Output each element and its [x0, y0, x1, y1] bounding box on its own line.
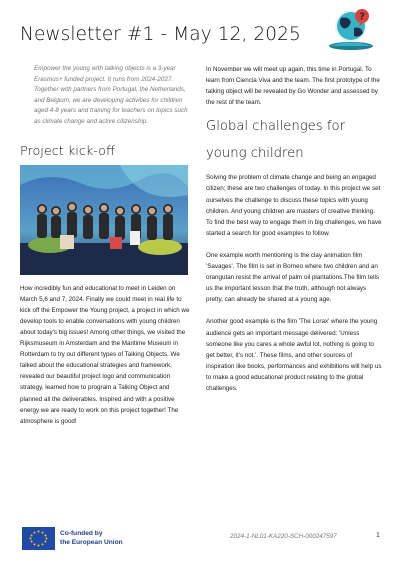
project-reference: 2024-1-NL01-KA220-SCH-000247597: [230, 533, 337, 540]
cofunded-label: [60, 529, 123, 547]
cofunded-line-1: Co-funded by: [60, 530, 103, 537]
group-photo-image: [20, 165, 188, 275]
savages-paragraph: One example worth mentioning is the clay animation film 'Savages'. The film is set in Borneo where two children and an orangutan resist the arrival of palm oil plantations.The film tells us the important lesson that the truth, although not always pretty, can already be shared at a young age.: [206, 251, 379, 304]
challenges-paragraph: Solving the problem of climate change and being an engaged citizen; these are two challenges of today. In this project we set ourselves the challenge to discuss these topics with young children. And young children are masters of creative thinking. To find the best way to engage them in big challenges, we have started a search for good examples to follow.: [206, 174, 382, 237]
page-number: 1: [376, 532, 380, 539]
svg-text:?: ?: [359, 11, 365, 23]
global-challenges-heading: Global challenges for young children: [206, 119, 345, 162]
eu-flag-icon: [22, 527, 55, 550]
kickoff-heading: Project kick-off: [20, 143, 115, 159]
globe-question-logo-icon: [326, 6, 376, 52]
lorax-paragraph: Another good example is the film 'The Lorax' where the young audience gets an important message delivered: 'Unless someone like you cares a whole awful lot, nothing is going to get better, it's not.'. These films, and other sources of inspiration like books, performances and exhibitions will help us to make a good educational product relating to the global challenges.: [206, 318, 382, 392]
november-text: In November we will meet up again, this time in Portugal. To learn from Ciencia Viva and the team. The first prototype of the talking object will be revealed by Go Wonder and assessed by the rest of the team.: [206, 66, 380, 107]
cofunded-line-2: the European Union: [60, 539, 123, 546]
left-column: [20, 64, 190, 427]
intro-text: Empower the young with talking objects is a 3-year Erasmus+ funded project. It runs from 2024-2027. Together with partners from Portugal, the Netherlands, and Belgium, we are developing activities for children aged 4-8 years and training for teachers on topics such as climate change and active citizenship.: [34, 65, 188, 125]
right-column: [206, 64, 382, 405]
page-title: Newsletter #1 - May 12, 2025: [20, 24, 301, 45]
kickoff-text: How incredibly fun and educational to meet in Leiden on March 5,6 and 7, 2024. Finally we could meet in real life to kick off the Empower the Young project, a project in which we develop tools to enable conversations with young children about today's big issues! Among other things, we visited the Rijksmuseum in Amsterdam and the Maritime Museum in Rotterdam to try out different types of Talking Objects. We talked about the educational strategies and framework, revealed our beautiful project logo and communication strategy, learned how to program a Talking Object and planned all the deliverables. Inspired and with a positive energy we are ready to work on this project together! The atmosphere is good!: [20, 284, 190, 425]
